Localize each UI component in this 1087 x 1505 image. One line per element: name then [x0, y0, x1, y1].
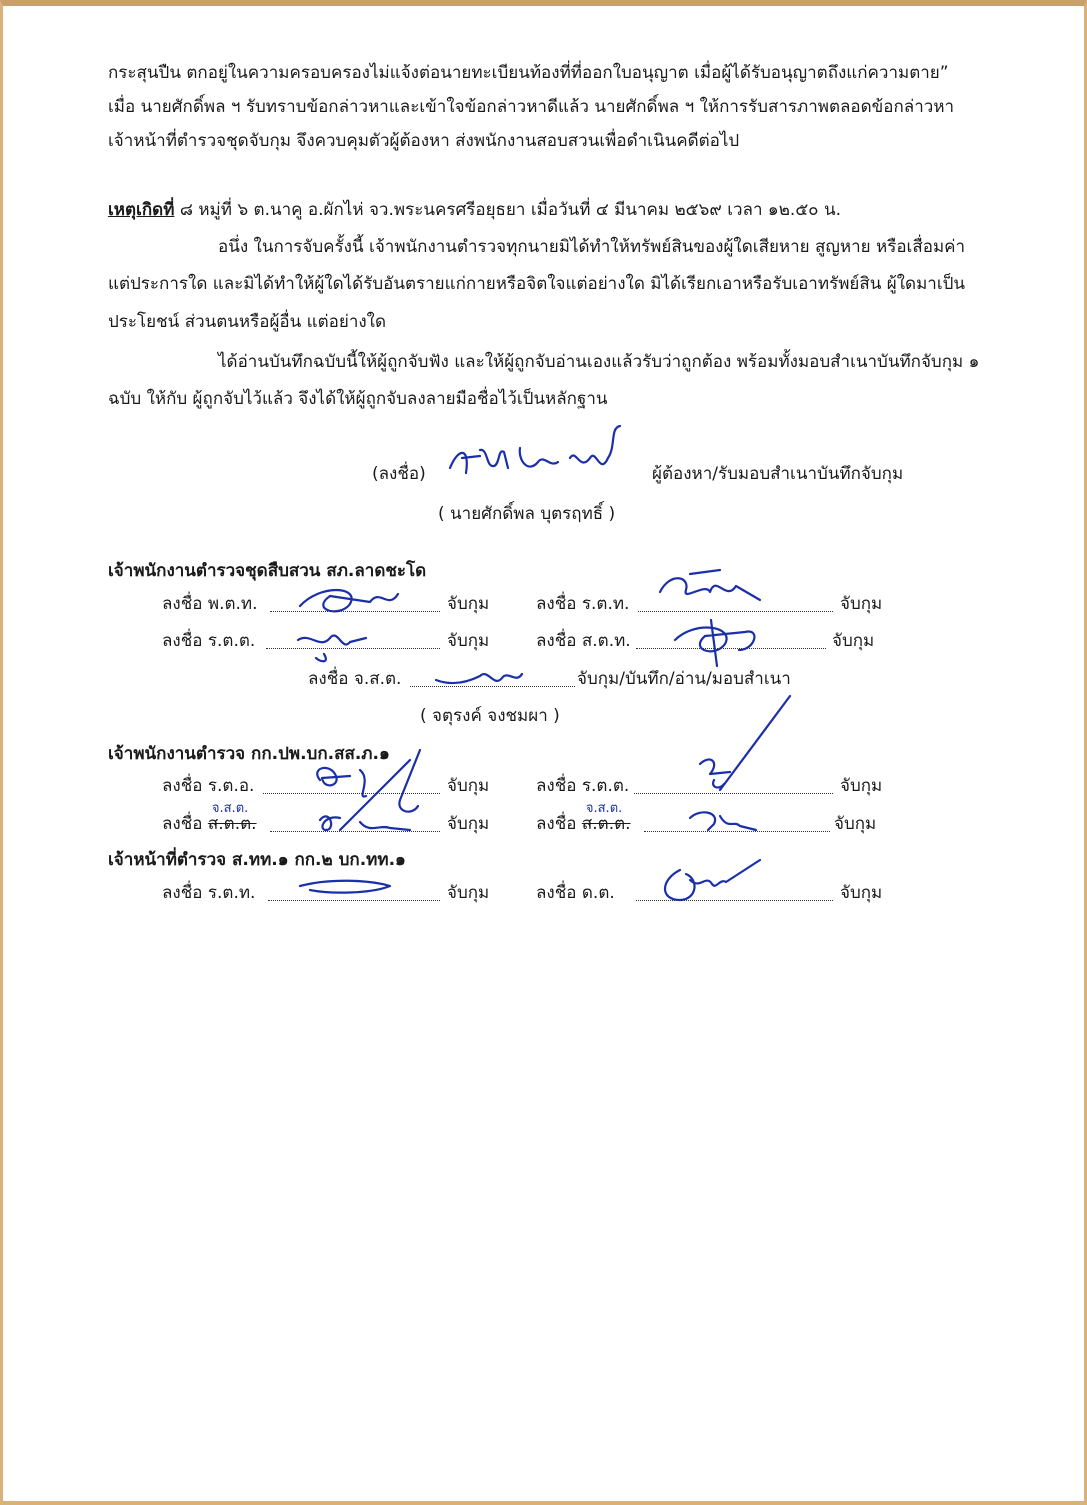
signature-mark — [428, 656, 538, 696]
body-line: เจ้าหน้าที่ตำรวจชุดจับกุม จึงควบคุมตัวผู้ต้องหา ส่งพนักงานสอบสวนเพื่อดำเนินคดีต่อไป — [108, 131, 740, 151]
accused-name: ( นายศักดิ์พล บุตรฤทธิ์ ) — [438, 504, 616, 524]
para3-line: ได้อ่านบันทึกฉบับนี้ให้ผู้ถูกจับฟัง และให้ผู้ถูกจับอ่านเองแล้วรับว่าถูกต้อง พร้อมทั้งมอบสำเนาบันทึกจับกุม ๑ — [218, 352, 980, 372]
body-line: กระสุนปืน ตกอยู่ในความครอบครองไม่แจ้งต่อนายทะเบียนท้องที่ที่ออกใบอนุญาต เมื่อผู้ได้รับอนุญาตถึงแก่ความตาย” — [108, 63, 949, 83]
signer-rank-label: ลงชื่อ ร.ต.ท. — [162, 883, 256, 903]
sign-label: ลงชื่อ — [162, 814, 203, 834]
accused-signature — [440, 418, 640, 498]
handwritten-rank: จ.ส.ต. — [585, 801, 623, 816]
signer-role: จับกุม — [840, 883, 883, 903]
accused-role: ผู้ต้องหา/รับมอบสำเนาบันทึกจับกุม — [652, 464, 904, 484]
signer-role: จับกุม — [447, 594, 490, 614]
signer-role: จับกุม — [840, 594, 883, 614]
signer-role: จับกุม — [834, 814, 877, 834]
signer-rank-label: ลงชื่อ ร.ต.อ. — [162, 776, 255, 796]
signer-role: จับกุม — [840, 776, 883, 796]
accused-sign-label: (ลงชื่อ) — [372, 464, 426, 484]
section2-title: เจ้าพนักงานตำรวจ กก.ปพ.บก.สส.ภ.๑ — [108, 744, 390, 764]
signer-name: ( จตุรงค์ จงชมผา ) — [420, 706, 560, 726]
signer-rank-label: ลงชื่อ ร.ต.ท. — [536, 594, 630, 614]
signer-rank-label — [162, 801, 257, 835]
struck-rank: ส.ต.ต. — [207, 814, 257, 834]
signer-rank-label: ลงชื่อ ร.ต.ต. — [536, 776, 630, 796]
struck-rank: ส.ต.ต. — [581, 814, 631, 834]
section3-title: เจ้าหน้าที่ตำรวจ ส.ทท.๑ กก.๒ บก.ทท.๑ — [108, 850, 406, 870]
signature-mark — [650, 850, 780, 910]
signer-rank-label: ลงชื่อ จ.ส.ต. — [308, 669, 402, 689]
incident-label: เหตุเกิดที่ — [108, 200, 175, 220]
signer-rank-label: ลงชื่อ พ.ต.ท. — [162, 594, 258, 614]
signature-mark — [290, 872, 410, 902]
incident-line — [108, 199, 841, 221]
signature-mark — [680, 800, 770, 840]
para2-line: แต่ประการใด และมิได้ทำให้ผู้ใดได้รับอันตรายแก่กายหรือจิตใจแต่อย่างใด มิได้เรียกเอาหรือรับเอาทรัพย์สิน ผู้ใดมาเป็น — [108, 274, 966, 294]
section1-title: เจ้าพนักงานตำรวจชุดสืบสวน สภ.ลาดชะโด — [108, 561, 427, 581]
signer-role: จับกุม/บันทึก/อ่าน/มอบสำเนา — [577, 669, 791, 689]
signature-mark — [300, 800, 430, 840]
para2-line: อนึ่ง ในการจับครั้งนี้ เจ้าพนักงานตำรวจทุกนายมิได้ทำให้ทรัพย์สินของผู้ใดเสียหาย สูญหาย หรือเสื่อมค่า — [218, 237, 966, 257]
signer-rank-label: ลงชื่อ ร.ต.ต. — [162, 631, 256, 651]
body-line: เมื่อ นายศักดิ์พล ฯ รับทราบข้อกล่าวหาและเข้าใจข้อกล่าวหาดีแล้ว นายศักดิ์พล ฯ ให้การรับสารภาพตลอดข้อกล่าวหา — [108, 97, 955, 117]
signer-role: จับกุม — [447, 776, 490, 796]
handwritten-rank: จ.ส.ต. — [211, 801, 249, 816]
signer-role: จับกุม — [447, 631, 490, 651]
signer-rank-label — [536, 801, 631, 835]
signature-mark — [650, 562, 780, 612]
signer-role: จับกุม — [832, 631, 875, 651]
signer-rank-label: ลงชื่อ ส.ต.ท. — [536, 631, 631, 651]
signer-role: จับกุม — [447, 814, 490, 834]
signer-role: จับกุม — [447, 883, 490, 903]
incident-text: ๘ หมู่ที่ ๖ ต.นาคู อ.ผักไห่ จว.พระนครศรีอยุธยา เมื่อวันที่ ๔ มีนาคม ๒๕๖๙ เวลา ๑๒.๕๐ น. — [179, 200, 841, 220]
para3-line: ฉบับ ให้กับ ผู้ถูกจับไว้แล้ว จึงได้ให้ผู้ถูกจับลงลายมือชื่อไว้เป็นหลักฐาน — [108, 389, 608, 409]
signature-mark — [665, 610, 785, 670]
sign-label: ลงชื่อ — [536, 814, 577, 834]
para2-line: ประโยชน์ ส่วนตนหรือผู้อื่น แต่อย่างใด — [108, 312, 387, 332]
signature-mark — [290, 614, 390, 664]
signer-rank-label: ลงชื่อ ด.ต. — [536, 883, 615, 903]
signature-mark — [690, 690, 810, 800]
